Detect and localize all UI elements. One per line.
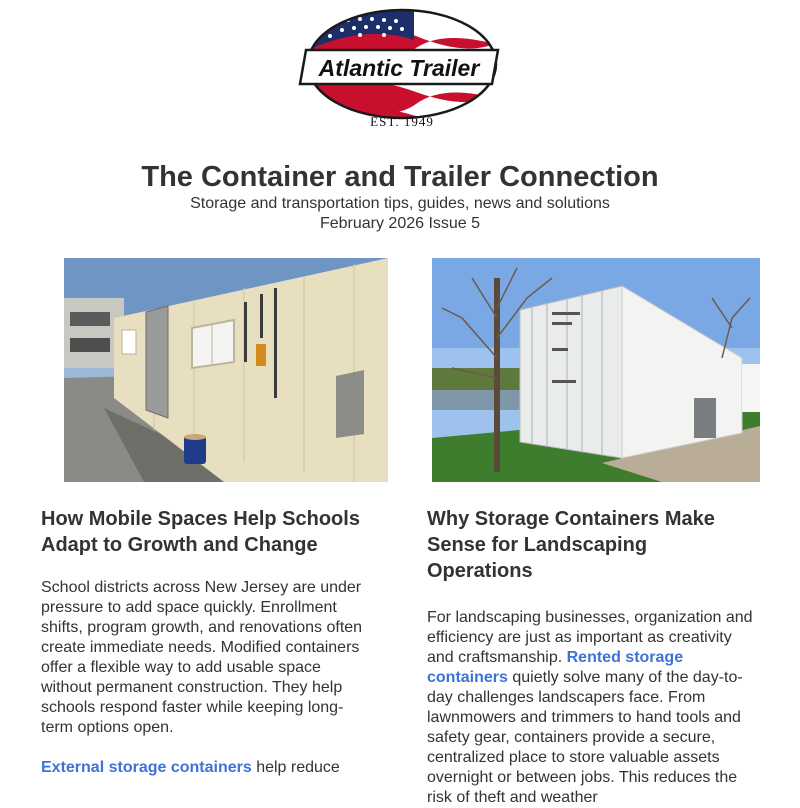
article-body	[427, 608, 757, 808]
article-schools	[41, 258, 371, 778]
logo-brand-text: Atlantic Trailer	[318, 55, 480, 81]
article-headline[interactable]: How Mobile Spaces Help Schools Adapt to Growth and Change	[41, 508, 360, 556]
article-headline[interactable]: Why Storage Containers Make Sense for Landscaping Operations	[427, 508, 715, 582]
article-landscaping	[427, 258, 757, 808]
rented-storage-link[interactable]: Rented storage containers	[427, 649, 684, 686]
logo-established-text: EST. 1949	[370, 114, 434, 129]
atlantic-trailer-logo[interactable]	[296, 6, 508, 130]
newsletter-issue-date: February 2026 Issue 5	[319, 215, 481, 232]
newsletter-title: The Container and Trailer Connection	[141, 161, 659, 193]
article-body-continued	[41, 758, 371, 778]
school-container-photo[interactable]	[64, 258, 388, 482]
external-storage-link[interactable]: External storage containers	[41, 759, 252, 776]
landscaping-container-photo[interactable]	[432, 258, 760, 482]
newsletter-subtitle: Storage and transportation tips, guides, news and solutions	[190, 195, 610, 212]
article-body: School districts across New Jersey are under pressure to add space quickly. Enrollment shifts, program growth, and renovations often create immediate needs. Modified containers offer a flexible way to add usable space without permanent construction. They help schools respond faster while keeping long-term options open.	[41, 579, 363, 736]
article-body-text: For landscaping businesses, organization and efficiency are just as important as creativity and craftsmanship.	[427, 609, 753, 666]
article-body-text: quietly solve many of the day-to-day challenges landscapers face. From lawnmowers and trimmers to hand tools and safety gear, containers provide a secure, centralized place to store valuable assets overnight or between jobs. This reduces the risk of theft and weather	[427, 669, 743, 806]
article-body-text: help reduce	[251, 759, 340, 776]
newsletter-header	[0, 160, 800, 234]
